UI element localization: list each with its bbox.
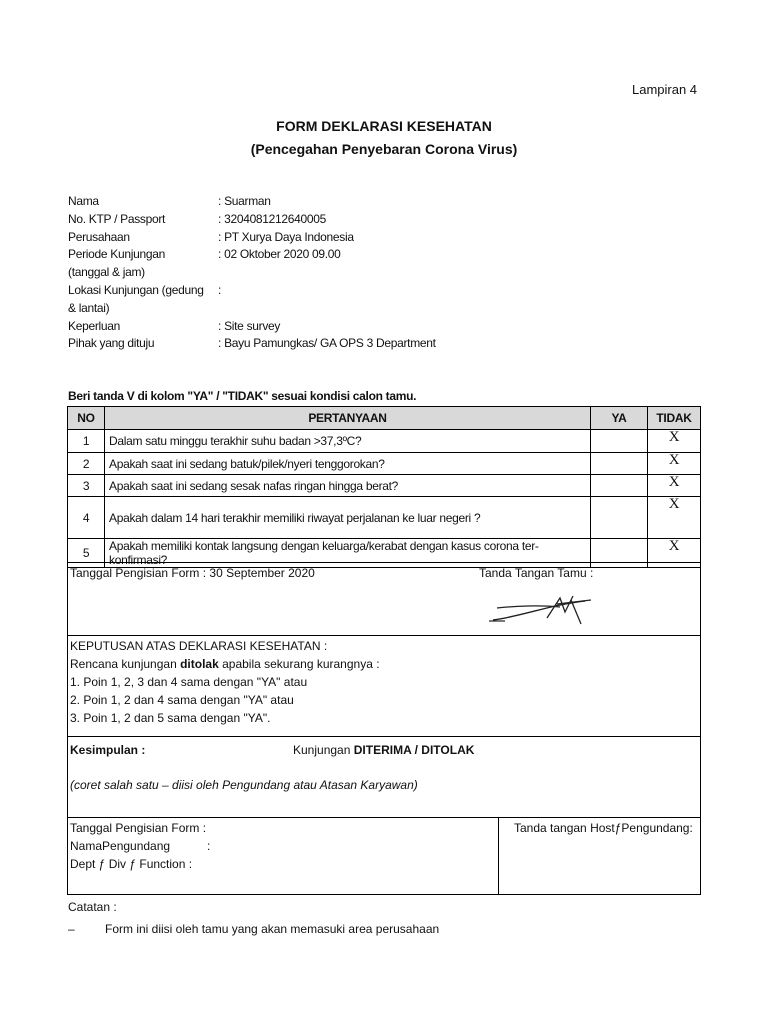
info-label: Nama xyxy=(68,194,99,208)
host-signature-box xyxy=(498,817,701,895)
decision-box xyxy=(67,635,701,737)
guest-signature-box xyxy=(67,562,701,636)
info-label: No. KTP / Passport xyxy=(68,212,166,226)
form-subtitle: (Pencegahan Penyebaran Corona Virus) xyxy=(250,141,518,157)
info-label: Perusahaan xyxy=(68,230,130,244)
row-number: 3 xyxy=(68,475,105,497)
decision-intro: Rencana kunjungan ditolak apabila sekurang kurangnya : xyxy=(70,657,380,671)
decision-point: 1. Poin 1, 2, 3 dan 4 sama dengan "YA" atau xyxy=(70,675,308,689)
row-question: Dalam satu minggu terakhir suhu badan >37,3ºC? xyxy=(105,430,591,453)
row-question: Apakah dalam 14 hari terakhir memiliki riwayat perjalanan ke luar negeri ? xyxy=(105,497,591,539)
info-value: : xyxy=(218,283,222,297)
host-date-label: Tanggal Pengisian Form : xyxy=(70,821,207,835)
row-number: 1 xyxy=(68,430,105,453)
info-label: Keperluan xyxy=(68,319,121,333)
conclusion-note: (coret salah satu – diisi oleh Pengundang atau Atasan Karyawan) xyxy=(70,778,418,792)
question-table xyxy=(67,406,701,568)
guest-signature-image xyxy=(485,590,605,630)
host-signature-label: Tanda tangan HostƒPengundang: xyxy=(514,821,693,835)
info-label: Lokasi Kunjungan (gedung xyxy=(68,283,204,297)
col-tidak-header: TIDAK xyxy=(648,407,701,430)
table-row xyxy=(68,497,701,539)
conclusion-label: Kesimpulan : xyxy=(70,743,146,757)
row-number: 5 xyxy=(68,539,105,568)
form-title: FORM DEKLARASI KESEHATAN xyxy=(276,118,492,134)
info-value: : 3204081212640005 xyxy=(218,212,327,226)
notes-dash: – xyxy=(68,922,75,936)
row-tidak-cell[interactable]: X xyxy=(648,453,701,475)
attachment-label: Lampiran 4 xyxy=(632,82,698,97)
host-info-box xyxy=(67,817,499,895)
fill-date-label: Tanggal Pengisian Form : 30 September 2020 xyxy=(70,566,315,580)
decision-point: 3. Poin 1, 2 dan 5 sama dengan "YA". xyxy=(70,711,271,725)
col-ya-header: YA xyxy=(591,407,648,430)
row-ya-cell[interactable] xyxy=(591,430,648,453)
table-row xyxy=(68,430,701,453)
host-dept-label: Dept ƒ Div ƒ Function : xyxy=(70,857,193,871)
guest-signature-label: Tanda Tangan Tamu : xyxy=(479,566,594,580)
info-label: Periode Kunjungan xyxy=(68,247,165,261)
table-header-row xyxy=(68,407,701,430)
row-tidak-cell[interactable]: X xyxy=(648,475,701,497)
row-number: 4 xyxy=(68,497,105,539)
row-number: 2 xyxy=(68,453,105,475)
row-tidak-cell[interactable]: X xyxy=(648,430,701,453)
notes-item: Form ini diisi oleh tamu yang akan memasuki area perusahaan xyxy=(105,922,440,936)
info-label-2: (tanggal & jam) xyxy=(68,265,145,279)
conclusion-box xyxy=(67,736,701,818)
col-no-header: NO xyxy=(68,407,105,430)
row-tidak-cell[interactable]: X xyxy=(648,497,701,539)
host-name-colon: : xyxy=(207,839,211,853)
row-question: Apakah memiliki kontak langsung dengan keluarga/kerabat dengan kasus corona ter-konfirmasi? xyxy=(105,539,591,568)
row-question: Apakah saat ini sedang sesak nafas ringan hingga berat? xyxy=(105,475,591,497)
row-ya-cell[interactable] xyxy=(591,497,648,539)
host-name-label: NamaPengundang xyxy=(70,839,171,853)
row-ya-cell[interactable] xyxy=(591,453,648,475)
info-value: : Site survey xyxy=(218,319,281,333)
instruction-text: Beri tanda V di kolom "YA" / "TIDAK" sesuai kondisi calon tamu. xyxy=(68,389,417,403)
row-question: Apakah saat ini sedang batuk/pilek/nyeri tenggorokan? xyxy=(105,453,591,475)
decision-point: 2. Poin 1, 2 dan 4 sama dengan "YA" atau xyxy=(70,693,294,707)
info-value: : 02 Oktober 2020 09.00 xyxy=(218,247,341,261)
col-question-header: PERTANYAAN xyxy=(105,407,591,430)
table-row xyxy=(68,453,701,475)
info-value: : Bayu Pamungkas/ GA OPS 3 Department xyxy=(218,336,436,350)
info-label: Pihak yang dituju xyxy=(68,336,155,350)
info-value: : PT Xurya Daya Indonesia xyxy=(218,230,354,244)
decision-heading: KEPUTUSAN ATAS DEKLARASI KESEHATAN : xyxy=(70,639,328,653)
table-row xyxy=(68,475,701,497)
info-value: : Suarman xyxy=(218,194,271,208)
info-label-2: & lantai) xyxy=(68,301,110,315)
visit-status[interactable]: Kunjungan DITERIMA / DITOLAK xyxy=(293,743,475,757)
row-tidak-cell[interactable]: X xyxy=(648,539,701,568)
notes-label: Catatan : xyxy=(68,900,117,914)
row-ya-cell[interactable] xyxy=(591,475,648,497)
